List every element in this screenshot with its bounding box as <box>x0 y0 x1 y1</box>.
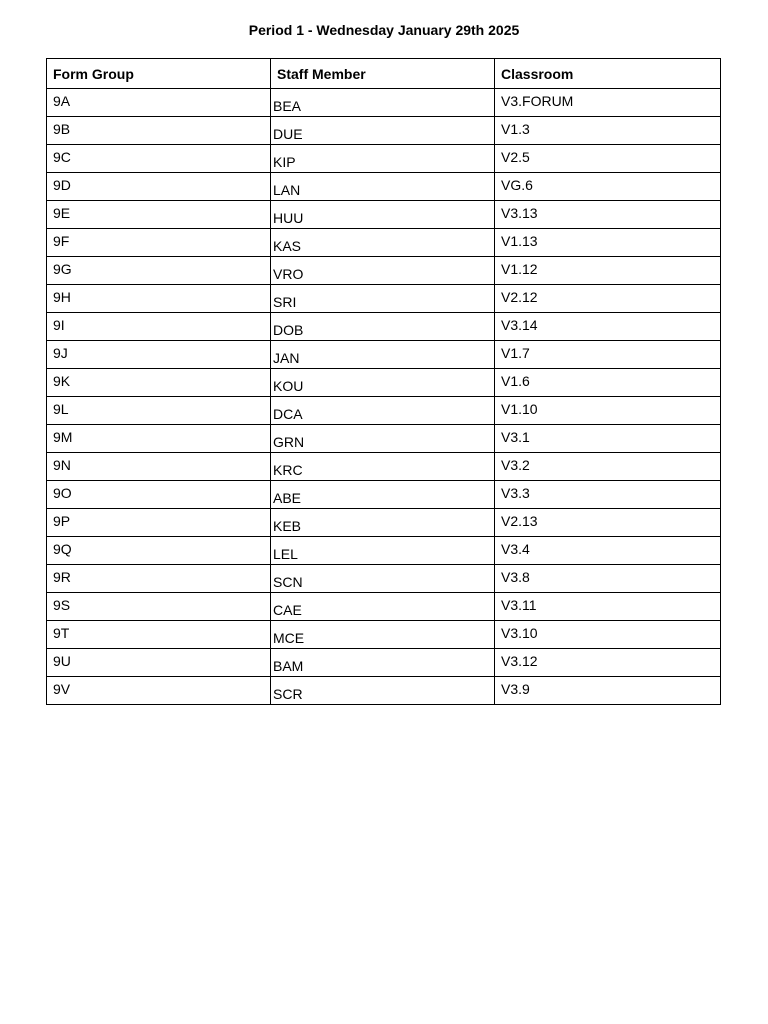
table-row <box>47 537 721 565</box>
table-row <box>47 369 721 397</box>
form-group-cell: 9R <box>47 565 271 593</box>
staff-member-cell: GRN <box>271 425 495 453</box>
page-title: Period 1 - Wednesday January 29th 2025 <box>248 22 520 38</box>
column-header-form-group: Form Group <box>47 59 271 89</box>
column-header-staff-member: Staff Member <box>271 59 495 89</box>
classroom-cell: V2.13 <box>495 509 721 537</box>
form-group-cell: 9L <box>47 397 271 425</box>
table-row <box>47 313 721 341</box>
staff-member-cell: MCE <box>271 621 495 649</box>
form-group-cell: 9J <box>47 341 271 369</box>
classroom-cell: V3.12 <box>495 649 721 677</box>
form-group-cell: 9F <box>47 229 271 257</box>
classroom-cell: V1.13 <box>495 229 721 257</box>
classroom-cell: V3.3 <box>495 481 721 509</box>
form-group-cell: 9P <box>47 509 271 537</box>
staff-member-cell: BAM <box>271 649 495 677</box>
staff-member-cell: KAS <box>271 229 495 257</box>
table-row <box>47 509 721 537</box>
staff-member-cell: CAE <box>271 593 495 621</box>
classroom-cell: V1.10 <box>495 397 721 425</box>
form-group-cell: 9D <box>47 173 271 201</box>
form-group-cell: 9M <box>47 425 271 453</box>
table-row <box>47 229 721 257</box>
table-header-row <box>47 59 721 89</box>
staff-member-cell: KRC <box>271 453 495 481</box>
staff-member-cell: KIP <box>271 145 495 173</box>
staff-member-cell: VRO <box>271 257 495 285</box>
classroom-cell: V3.FORUM <box>495 89 721 117</box>
form-group-cell: 9A <box>47 89 271 117</box>
column-header-classroom: Classroom <box>495 59 721 89</box>
staff-member-cell: JAN <box>271 341 495 369</box>
classroom-cell: V3.11 <box>495 593 721 621</box>
classroom-cell: V3.8 <box>495 565 721 593</box>
staff-member-cell: ABE <box>271 481 495 509</box>
table-row <box>47 649 721 677</box>
classroom-cell: V3.14 <box>495 313 721 341</box>
classroom-cell: V2.5 <box>495 145 721 173</box>
staff-member-cell: DOB <box>271 313 495 341</box>
classroom-cell: V1.6 <box>495 369 721 397</box>
table-row <box>47 453 721 481</box>
form-group-cell: 9C <box>47 145 271 173</box>
table-row <box>47 425 721 453</box>
staff-member-cell: LAN <box>271 173 495 201</box>
classroom-cell: V3.9 <box>495 677 721 705</box>
table-row <box>47 145 721 173</box>
table-row <box>47 173 721 201</box>
staff-member-cell: KOU <box>271 369 495 397</box>
staff-member-cell: SCR <box>271 677 495 705</box>
staff-member-cell: DCA <box>271 397 495 425</box>
table-row <box>47 257 721 285</box>
form-group-cell: 9I <box>47 313 271 341</box>
table-row <box>47 89 721 117</box>
classroom-cell: V3.10 <box>495 621 721 649</box>
table-row <box>47 565 721 593</box>
classroom-cell: V3.1 <box>495 425 721 453</box>
staff-member-cell: SCN <box>271 565 495 593</box>
form-group-cell: 9Q <box>47 537 271 565</box>
form-group-cell: 9T <box>47 621 271 649</box>
table-row <box>47 201 721 229</box>
classroom-cell: V2.12 <box>495 285 721 313</box>
table-row <box>47 341 721 369</box>
staff-member-cell: SRI <box>271 285 495 313</box>
table-row <box>47 621 721 649</box>
table-row <box>47 117 721 145</box>
form-group-cell: 9K <box>47 369 271 397</box>
classroom-cell: V3.2 <box>495 453 721 481</box>
staff-member-cell: BEA <box>271 89 495 117</box>
form-group-cell: 9N <box>47 453 271 481</box>
staff-member-cell: LEL <box>271 537 495 565</box>
staff-member-cell: DUE <box>271 117 495 145</box>
form-group-cell: 9U <box>47 649 271 677</box>
form-group-cell: 9B <box>47 117 271 145</box>
form-group-cell: 9G <box>47 257 271 285</box>
table-row <box>47 397 721 425</box>
table-row <box>47 285 721 313</box>
classroom-cell: V3.4 <box>495 537 721 565</box>
classroom-cell: V1.3 <box>495 117 721 145</box>
table-row <box>47 677 721 705</box>
classroom-cell: V1.12 <box>495 257 721 285</box>
form-group-cell: 9V <box>47 677 271 705</box>
form-group-cell: 9E <box>47 201 271 229</box>
table-row <box>47 481 721 509</box>
classroom-cell: V3.13 <box>495 201 721 229</box>
form-group-cell: 9S <box>47 593 271 621</box>
form-group-cell: 9H <box>47 285 271 313</box>
staff-member-cell: HUU <box>271 201 495 229</box>
form-group-cell: 9O <box>47 481 271 509</box>
classroom-cell: VG.6 <box>495 173 721 201</box>
staff-member-cell: KEB <box>271 509 495 537</box>
table-row <box>47 593 721 621</box>
schedule-table <box>46 58 721 705</box>
classroom-cell: V1.7 <box>495 341 721 369</box>
